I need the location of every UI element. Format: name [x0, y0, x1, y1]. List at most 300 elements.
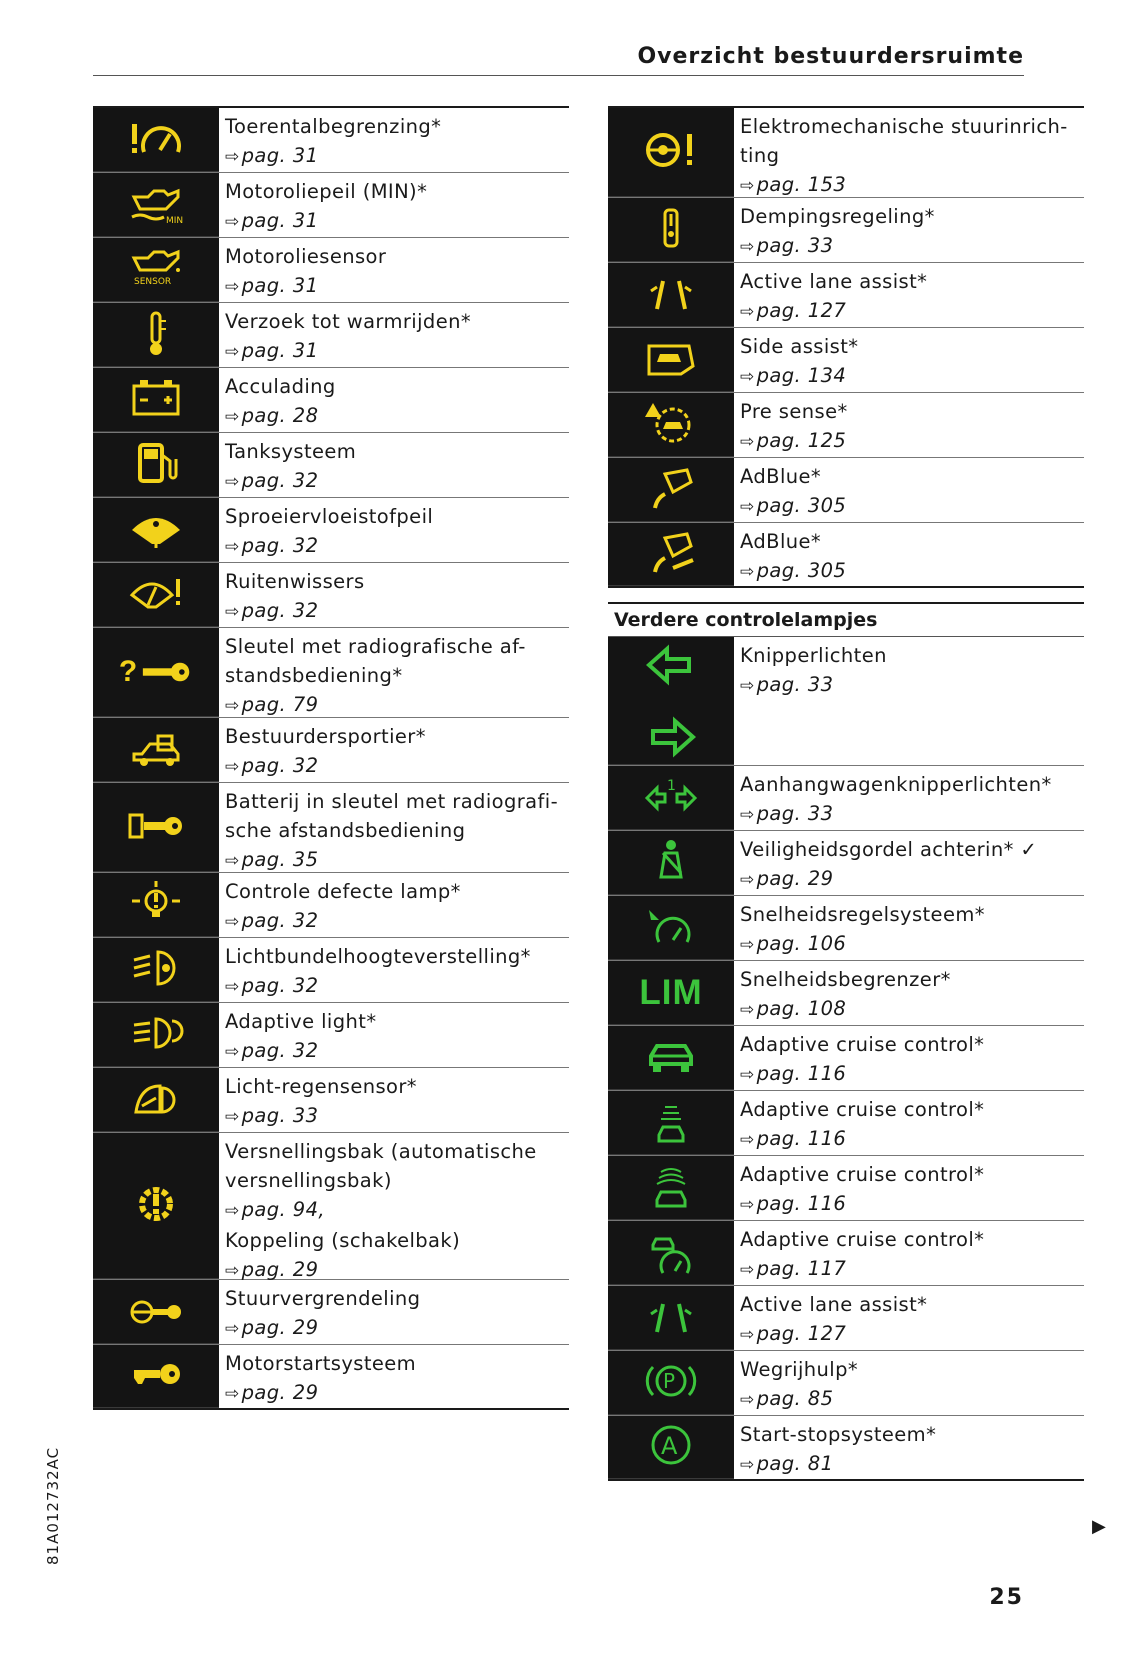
- indicator-description: [219, 108, 569, 172]
- page-reference-link[interactable]: [225, 751, 563, 782]
- indicator-description: [734, 896, 1084, 960]
- indicator-row: [608, 328, 1084, 393]
- indicator-description: [734, 263, 1084, 327]
- description-line: Stuurvergrendeling: [225, 1287, 421, 1310]
- page-reference-text: pag. 85: [756, 1387, 834, 1410]
- document-code: 81A012732AC: [44, 1446, 62, 1565]
- page-reference-text: pag. 127: [756, 299, 847, 322]
- indicator-description: [219, 628, 569, 717]
- indicator-icon-cell: [608, 766, 734, 830]
- driver-door-icon: [128, 724, 184, 776]
- page-reference-link[interactable]: [225, 1195, 563, 1226]
- reference-arrow-icon: ⇨: [740, 1390, 755, 1410]
- description-line: Bestuurdersportier*: [225, 725, 426, 748]
- indicator-description: [734, 831, 1084, 895]
- indicator-row: [93, 938, 569, 1003]
- page-reference-text: pag. 125: [756, 429, 847, 452]
- indicator-row: [608, 1156, 1084, 1221]
- indicator-icon-cell: [608, 1416, 734, 1479]
- indicator-icon-cell: [608, 263, 734, 327]
- svg-text:SENSOR: SENSOR: [134, 276, 172, 287]
- page-reference-text: pag. 127: [756, 1322, 847, 1345]
- page-reference-text: pag. 32: [241, 974, 319, 997]
- steering-lock-icon: [128, 1286, 184, 1338]
- indicator-row: [608, 1286, 1084, 1351]
- page-reference-link[interactable]: [740, 1059, 1078, 1090]
- indicator-description: [219, 433, 569, 497]
- indicator-row: [608, 1221, 1084, 1286]
- indicator-row: [93, 873, 569, 938]
- engine-start-key-icon: [128, 1350, 184, 1402]
- indicator-description: [734, 523, 1084, 586]
- indicator-description: [734, 1221, 1084, 1285]
- right-indicator-table: [608, 106, 1084, 588]
- page-reference-text: pag. 116: [756, 1192, 847, 1215]
- indicator-row: [93, 498, 569, 563]
- indicator-row: [608, 1091, 1084, 1156]
- page-reference-link[interactable]: [225, 141, 563, 172]
- indicator-row: [608, 393, 1084, 458]
- indicator-description: [219, 173, 569, 237]
- indicator-description: [219, 1133, 569, 1279]
- reference-arrow-icon: ⇨: [740, 935, 755, 955]
- page-reference-text: pag. 31: [241, 144, 319, 167]
- page-reference-text: pag. 33: [756, 673, 834, 696]
- page-reference-link[interactable]: [740, 231, 1078, 262]
- page-reference-text: pag. 79: [241, 693, 319, 716]
- indicator-icon-cell: [93, 783, 219, 872]
- indicator-description: [219, 1068, 569, 1132]
- fuel-pump-icon: [128, 439, 184, 491]
- indicator-row: [608, 766, 1084, 831]
- description-line: Lichtbundelhoogteverstelling*: [225, 945, 531, 968]
- page-reference-text: pag. 33: [756, 802, 834, 825]
- indicator-row: [608, 198, 1084, 263]
- adblue-service-icon: [643, 528, 699, 580]
- indicator-icon-cell: [608, 896, 734, 960]
- page-reference-text: pag. 31: [241, 339, 319, 362]
- description-line: Pre sense*: [740, 400, 848, 423]
- indicator-description: [219, 498, 569, 562]
- description-line: Sproeiervloeistofpeil: [225, 505, 434, 528]
- page-reference-link[interactable]: [740, 491, 1078, 522]
- svg-text:1: 1: [667, 777, 676, 794]
- reference-arrow-icon: ⇨: [740, 432, 755, 452]
- indicator-row: [93, 1133, 569, 1280]
- page-reference-text: pag. 94,: [241, 1198, 325, 1221]
- description-line: Elektromechanische stuurinrich-: [740, 115, 1068, 138]
- left-column: [93, 106, 569, 1410]
- reference-arrow-icon: ⇨: [740, 870, 755, 890]
- page-reference-link[interactable]: [225, 336, 563, 367]
- description-line: Side assist*: [740, 335, 859, 358]
- damper-icon: [643, 204, 699, 256]
- page-reference-text: pag. 32: [241, 534, 319, 557]
- next-page-arrow: ▶: [1092, 1516, 1106, 1537]
- indicator-icon-cell: [93, 1003, 219, 1067]
- indicator-row: [608, 1026, 1084, 1091]
- indicator-row: [93, 628, 569, 718]
- page-reference-link[interactable]: [225, 1101, 563, 1132]
- page-reference-text: pag. 32: [241, 754, 319, 777]
- description-line: versnellingsbak): [225, 1169, 392, 1192]
- indicator-row: [608, 637, 1084, 766]
- page-reference-link[interactable]: [740, 994, 1078, 1025]
- adaptive-light-icon: [128, 1009, 184, 1061]
- acc-car-icon: [643, 1032, 699, 1084]
- indicator-description: [219, 1345, 569, 1408]
- description-line: Versnellingsbak (automatische: [225, 1140, 537, 1163]
- washer-fluid-icon: [128, 504, 184, 556]
- indicator-row: [93, 783, 569, 873]
- indicator-icon-cell: [608, 393, 734, 457]
- description-line: Start-stopsysteem*: [740, 1423, 937, 1446]
- page-reference-link[interactable]: [225, 206, 563, 237]
- left-indicator-table: [93, 106, 569, 1410]
- reference-arrow-icon: ⇨: [740, 367, 755, 387]
- indicator-icon-cell: [608, 1351, 734, 1415]
- indicator-icon-cell: [93, 628, 219, 717]
- indicator-description: [219, 368, 569, 432]
- page-reference-link[interactable]: [225, 1378, 563, 1409]
- page-reference-link[interactable]: [225, 1313, 563, 1344]
- page-reference-text: pag. 29: [241, 1316, 319, 1339]
- page-reference-link[interactable]: [225, 971, 563, 1002]
- rev-limiter-icon: [128, 114, 184, 166]
- description-line: Adaptive light*: [225, 1010, 377, 1033]
- description-line: Veiligheidsgordel achterin* ✓: [740, 838, 1038, 861]
- indicator-icon-cell: [608, 637, 734, 765]
- page-reference-link[interactable]: [225, 401, 563, 432]
- page-reference-text: pag. 106: [756, 932, 847, 955]
- page-reference-text: pag. 108: [756, 997, 847, 1020]
- page-reference-text: pag. 134: [756, 364, 847, 387]
- reference-arrow-icon: ⇨: [225, 537, 240, 557]
- indicator-description: [734, 1286, 1084, 1350]
- reference-arrow-icon: ⇨: [740, 1195, 755, 1215]
- indicator-icon-cell: [93, 1345, 219, 1408]
- page-reference-text: pag. 31: [241, 209, 319, 232]
- adblue-icon: [643, 464, 699, 516]
- page-reference-link[interactable]: [225, 690, 563, 721]
- reference-arrow-icon: ⇨: [225, 1261, 240, 1281]
- reference-arrow-icon: ⇨: [740, 1455, 755, 1475]
- page-reference-text: pag. 35: [241, 848, 319, 871]
- reference-arrow-icon: ⇨: [225, 1042, 240, 1062]
- indicator-row: [608, 458, 1084, 523]
- page-reference-link[interactable]: [740, 799, 1078, 830]
- description-line: Motorstartsysteem: [225, 1352, 417, 1375]
- page-reference-link[interactable]: [740, 556, 1078, 587]
- page-reference-link[interactable]: [225, 1036, 563, 1067]
- description-line: Batterij in sleutel met radiografi-: [225, 790, 559, 813]
- oil-sensor-icon: [128, 244, 184, 296]
- lim-label: LIM: [639, 972, 703, 1012]
- indicator-icon-cell: [93, 303, 219, 367]
- section-heading: Verdere controlelampjes: [608, 602, 1084, 637]
- reference-arrow-icon: ⇨: [225, 342, 240, 362]
- indicator-icon-cell: [93, 108, 219, 172]
- indicator-description: [734, 108, 1084, 197]
- thermometer-icon: [128, 309, 184, 361]
- indicator-icon-cell: [93, 563, 219, 627]
- trailer-signals-icon: [643, 772, 699, 824]
- indicator-description: [734, 328, 1084, 392]
- indicator-icon-cell: [93, 718, 219, 782]
- indicator-description: [219, 238, 569, 302]
- indicator-row: [93, 368, 569, 433]
- page-reference-link[interactable]: [740, 929, 1078, 960]
- page-number: 25: [989, 1585, 1024, 1610]
- header-rule: [93, 75, 1024, 76]
- gearbox-icon: [128, 1180, 184, 1232]
- indicator-description: [734, 458, 1084, 522]
- description-line: Adaptive cruise control*: [740, 1033, 985, 1056]
- description-line: Motoroliepeil (MIN)*: [225, 180, 428, 203]
- page-reference-text: pag. 29: [241, 1381, 319, 1404]
- bulb-defect-icon: [128, 879, 184, 931]
- reference-arrow-icon: ⇨: [740, 1130, 755, 1150]
- indicator-icon-cell: [608, 458, 734, 522]
- indicator-row: [93, 433, 569, 498]
- page-reference-text: pag. 33: [756, 234, 834, 257]
- indicator-icon-cell: [93, 1280, 219, 1344]
- page-reference-link[interactable]: [225, 271, 563, 302]
- indicator-icon-cell: [608, 1221, 734, 1285]
- indicator-description: [219, 783, 569, 872]
- indicator-icon-cell: [608, 831, 734, 895]
- cruise-control-icon: [643, 902, 699, 954]
- reference-arrow-icon: ⇨: [740, 676, 755, 696]
- page-reference-text: pag. 33: [241, 1104, 319, 1127]
- indicator-description: [734, 766, 1084, 830]
- reference-arrow-icon: ⇨: [740, 176, 755, 196]
- turn-signals-icon: [643, 641, 699, 761]
- indicator-row: [608, 961, 1084, 1026]
- page-reference-link[interactable]: [740, 1449, 1078, 1480]
- reference-arrow-icon: ⇨: [740, 302, 755, 322]
- description-line: Toerentalbegrenzing*: [225, 115, 442, 138]
- page-reference-link[interactable]: [740, 1189, 1078, 1220]
- page-reference-text: pag. 28: [241, 404, 319, 427]
- indicator-description: [219, 873, 569, 937]
- indicator-row: [93, 1068, 569, 1133]
- key-battery-icon: [128, 801, 184, 853]
- indicator-row: [608, 1416, 1084, 1481]
- reference-arrow-icon: ⇨: [225, 977, 240, 997]
- wiper-warning-icon: [128, 569, 184, 621]
- indicator-row: [608, 263, 1084, 328]
- indicator-icon-cell: [93, 498, 219, 562]
- indicator-description: [734, 198, 1084, 262]
- reference-arrow-icon: ⇨: [225, 212, 240, 232]
- reference-arrow-icon: ⇨: [225, 602, 240, 622]
- headlight-range-icon: [128, 944, 184, 996]
- indicator-description: [734, 1091, 1084, 1155]
- reference-arrow-icon: ⇨: [740, 562, 755, 582]
- indicator-description: [734, 1351, 1084, 1415]
- page-reference-link[interactable]: [740, 1124, 1078, 1155]
- indicator-row: [93, 1345, 569, 1410]
- page-reference-text: pag. 31: [241, 274, 319, 297]
- description-line: Knipperlichten: [740, 644, 887, 667]
- indicator-row: [93, 718, 569, 783]
- reference-arrow-icon: ⇨: [225, 1384, 240, 1404]
- indicator-icon-cell: [93, 1068, 219, 1132]
- indicator-description: [734, 637, 1084, 765]
- page-reference-text: pag. 81: [756, 1452, 834, 1475]
- page-reference-text: pag. 153: [756, 173, 847, 196]
- indicator-row: [93, 1003, 569, 1068]
- pre-sense-icon: [643, 399, 699, 451]
- description-line: Wegrijhulp*: [740, 1358, 859, 1381]
- start-stop-icon: [643, 1421, 699, 1473]
- description-line: Controle defecte lamp*: [225, 880, 461, 903]
- description-line: Adaptive cruise control*: [740, 1098, 985, 1121]
- description-line: Licht-regensensor*: [225, 1075, 417, 1098]
- indicator-icon-cell: [93, 173, 219, 237]
- description-line: Sleutel met radiografische af-: [225, 635, 526, 658]
- page-reference-text: pag. 32: [241, 469, 319, 492]
- indicator-description: [734, 1156, 1084, 1220]
- page-reference-link[interactable]: [225, 466, 563, 497]
- indicator-description: [734, 1026, 1084, 1090]
- reference-arrow-icon: ⇨: [225, 1201, 240, 1221]
- reference-arrow-icon: ⇨: [225, 147, 240, 167]
- description-line: Active lane assist*: [740, 270, 928, 293]
- page-reference-link[interactable]: [740, 1319, 1078, 1350]
- indicator-row: [608, 831, 1084, 896]
- description-line: Active lane assist*: [740, 1293, 928, 1316]
- indicator-row: [608, 896, 1084, 961]
- reference-arrow-icon: ⇨: [740, 1065, 755, 1085]
- description-line: Dempingsregeling*: [740, 205, 935, 228]
- page-reference-link[interactable]: [740, 361, 1078, 392]
- lane-assist-green-icon: [643, 1292, 699, 1344]
- page-reference-link[interactable]: [740, 426, 1078, 457]
- acc-radar-icon: [643, 1162, 699, 1214]
- description-line: ting: [740, 144, 780, 167]
- svg-text:A: A: [661, 1432, 678, 1460]
- description-line: Motoroliesensor: [225, 245, 387, 268]
- reference-arrow-icon: ⇨: [225, 472, 240, 492]
- indicator-row: [93, 238, 569, 303]
- indicator-icon-cell: [608, 108, 734, 197]
- oil-level-min-icon: [128, 179, 184, 231]
- indicator-icon-cell: [93, 433, 219, 497]
- indicator-row: [93, 303, 569, 368]
- indicator-row: [93, 1280, 569, 1345]
- indicator-icon-cell: [608, 198, 734, 262]
- indicator-icon-cell: [93, 238, 219, 302]
- description-line: Snelheidsbegrenzer*: [740, 968, 951, 991]
- description-line: AdBlue*: [740, 465, 822, 488]
- reference-arrow-icon: ⇨: [225, 1107, 240, 1127]
- page-reference-text: pag. 117: [756, 1257, 847, 1280]
- page-reference-text: pag. 305: [756, 494, 847, 517]
- reference-arrow-icon: ⇨: [225, 407, 240, 427]
- side-assist-icon: [643, 334, 699, 386]
- light-rain-sensor-icon: [128, 1074, 184, 1126]
- battery-icon: [128, 374, 184, 426]
- indicator-icon-cell: [93, 938, 219, 1002]
- page-reference-link[interactable]: [740, 1254, 1078, 1285]
- indicator-icon-cell: [608, 328, 734, 392]
- indicator-icon-cell: [93, 1133, 219, 1279]
- additional-indicator-table: [608, 637, 1084, 1481]
- description-line: Adaptive cruise control*: [740, 1228, 985, 1251]
- indicator-icon-cell: [608, 523, 734, 586]
- page-reference-link[interactable]: [225, 596, 563, 627]
- description-line: Verzoek tot warmrijden*: [225, 310, 472, 333]
- lane-assist-icon: [643, 269, 699, 321]
- steering-warning-icon: [643, 126, 699, 178]
- description-line: Aanhangwagenknipperlichten*: [740, 773, 1052, 796]
- hold-assist-icon: [643, 1357, 699, 1409]
- indicator-icon-cell: [608, 1156, 734, 1220]
- description-line: sche afstandsbediening: [225, 819, 466, 842]
- page-reference-link[interactable]: [225, 845, 563, 876]
- description-line: Ruitenwissers: [225, 570, 365, 593]
- page-reference-link[interactable]: [740, 864, 1078, 895]
- indicator-row: [93, 173, 569, 238]
- reference-arrow-icon: ⇨: [225, 696, 240, 716]
- page-reference-link[interactable]: [225, 906, 563, 937]
- reference-arrow-icon: ⇨: [225, 277, 240, 297]
- key-question-icon: ?: [119, 648, 193, 696]
- indicator-description: [734, 961, 1084, 1025]
- indicator-row: [608, 108, 1084, 198]
- reference-arrow-icon: ⇨: [740, 1325, 755, 1345]
- indicator-description: [219, 1280, 569, 1344]
- page-reference-link[interactable]: [740, 170, 1078, 201]
- page-reference-link[interactable]: [740, 296, 1078, 327]
- page-reference-text: pag. 116: [756, 1127, 847, 1150]
- reference-arrow-icon: ⇨: [740, 1000, 755, 1020]
- description-line: Acculading: [225, 375, 336, 398]
- reference-arrow-icon: ⇨: [225, 1319, 240, 1339]
- description-line: Snelheidsregelsysteem*: [740, 903, 985, 926]
- indicator-description: [734, 393, 1084, 457]
- page-reference-link[interactable]: [740, 1384, 1078, 1415]
- indicator-icon-cell: [93, 873, 219, 937]
- reference-arrow-icon: ⇨: [740, 805, 755, 825]
- indicator-description: [219, 1003, 569, 1067]
- page-reference-text: pag. 32: [241, 599, 319, 622]
- speed-limiter-icon: [639, 973, 702, 1013]
- page-reference-link[interactable]: [740, 670, 1078, 701]
- right-column: [608, 106, 1084, 1481]
- indicator-description: [219, 563, 569, 627]
- reference-arrow-icon: ⇨: [740, 237, 755, 257]
- indicator-row: [608, 1351, 1084, 1416]
- description-line: standsbediening*: [225, 664, 403, 687]
- indicator-description: [734, 1416, 1084, 1479]
- acc-distance-icon: [643, 1097, 699, 1149]
- acc-speed-icon: [643, 1227, 699, 1279]
- page-header-title: Overzicht bestuurdersruimte: [637, 44, 1024, 69]
- reference-arrow-icon: ⇨: [225, 912, 240, 932]
- indicator-icon-cell: [608, 961, 734, 1025]
- indicator-description: [219, 303, 569, 367]
- rear-seatbelt-icon: [643, 837, 699, 889]
- page-reference-link[interactable]: [225, 531, 563, 562]
- page-reference-text: pag. 32: [241, 1039, 319, 1062]
- reference-arrow-icon: ⇨: [225, 757, 240, 777]
- svg-text:P: P: [663, 1368, 676, 1393]
- indicator-icon-cell: [608, 1286, 734, 1350]
- description-line: AdBlue*: [740, 530, 822, 553]
